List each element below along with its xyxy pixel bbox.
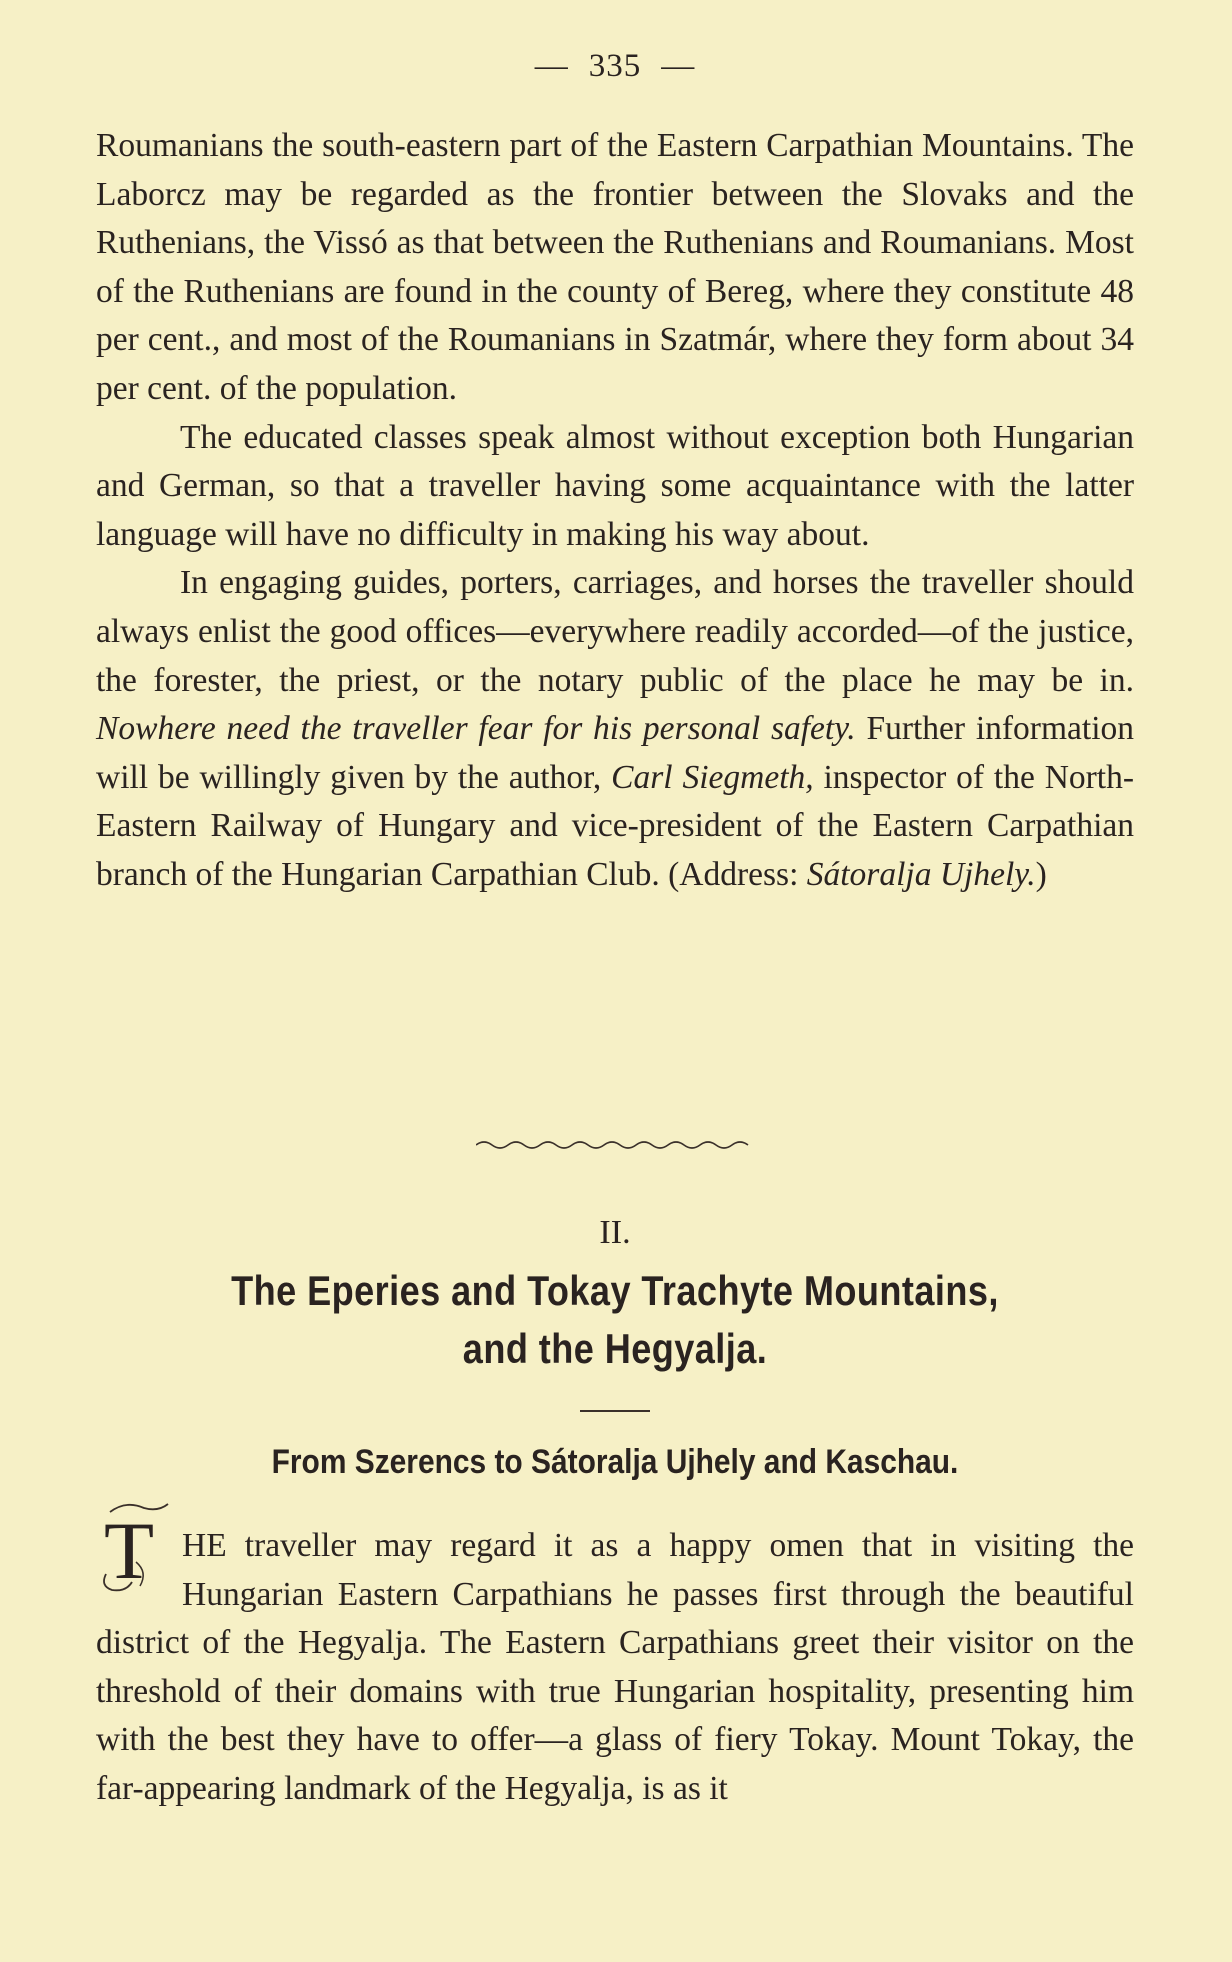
page-number-value: 335	[588, 48, 642, 84]
page-number-dash-right: —	[661, 48, 696, 84]
author-address: Sátoralja Ujhely.	[806, 855, 1036, 893]
paragraph-3-close: )	[1035, 855, 1047, 893]
chapter-title-line-2: and the Hegyalja.	[462, 1325, 768, 1372]
wavy-ornament-divider	[476, 1136, 756, 1150]
paragraph-3-end: inspector of the North-Eastern Railway of Hungary and vice-president of the Eastern Carpathian branch of the Hungarian Carpathian Club. (Address:	[96, 758, 1135, 893]
initial-letter: T	[104, 1505, 155, 1596]
chapter-title	[169, 1262, 1062, 1378]
title-rule	[580, 1410, 650, 1412]
paragraph-1: Roumanians the south-eastern part of the Eastern Carpathian Mountains. The Laborcz may be regarded as the frontier between the Slovaks and the Ruthenians, the Vissó as that between the Ruthenians and Roumanians. Most of the Ruthenians are found in the county of Bereg, where they constitute 48 per cent., and most of the Roumanians in Szatmár, where they form about 34 per cent. of the population.	[96, 127, 1134, 407]
decorated-initial	[96, 1502, 172, 1596]
page-number	[96, 48, 1134, 85]
page-number-dash-left: —	[534, 48, 569, 84]
body-text	[96, 122, 1134, 900]
author-name: Carl Siegmeth,	[611, 758, 814, 796]
opening-first-word: HE	[182, 1527, 227, 1564]
paragraph-3-mid: Further information will be willingly given by the author,	[96, 710, 1135, 796]
paragraph-2: The educated classes speak almost without exception both Hungarian and German, so that a traveller having some acquaintance with the latter language will have no difficulty in making his way about.	[96, 418, 1134, 553]
opening-paragraph	[96, 1505, 1135, 1814]
safety-note: Nowhere need the traveller fear for his personal safety.	[96, 710, 856, 748]
paragraph-3-start: In engaging guides, porters, carriages, and horses the traveller should always enlist the good offices—everywhere readily accorded—of the justice, the forester, the priest, or the notary public of the place he may be in.	[96, 564, 1134, 699]
chapter-number: II.	[599, 1214, 631, 1251]
opening-text: traveller may regard it as a happy omen that in visiting the Hungarian Eastern Carpathians he passes first through the beautiful district of the Hegyalja. The Eastern Carpathians greet their visitor on the threshold of their domains with true Hungarian hospitality, presenting him with the best they have to offer—a glass of fiery Tokay. Mount Tokay, the far-appearing landmark of the Hegyalja, is as it	[96, 1527, 1135, 1807]
paragraph-3	[96, 559, 1134, 899]
chapter-title-line-1: The Eperies and Tokay Trachyte Mountains,	[231, 1267, 999, 1314]
section-title: From Szerencs to Sátoralja Ujhely and Kaschau.	[271, 1443, 959, 1481]
